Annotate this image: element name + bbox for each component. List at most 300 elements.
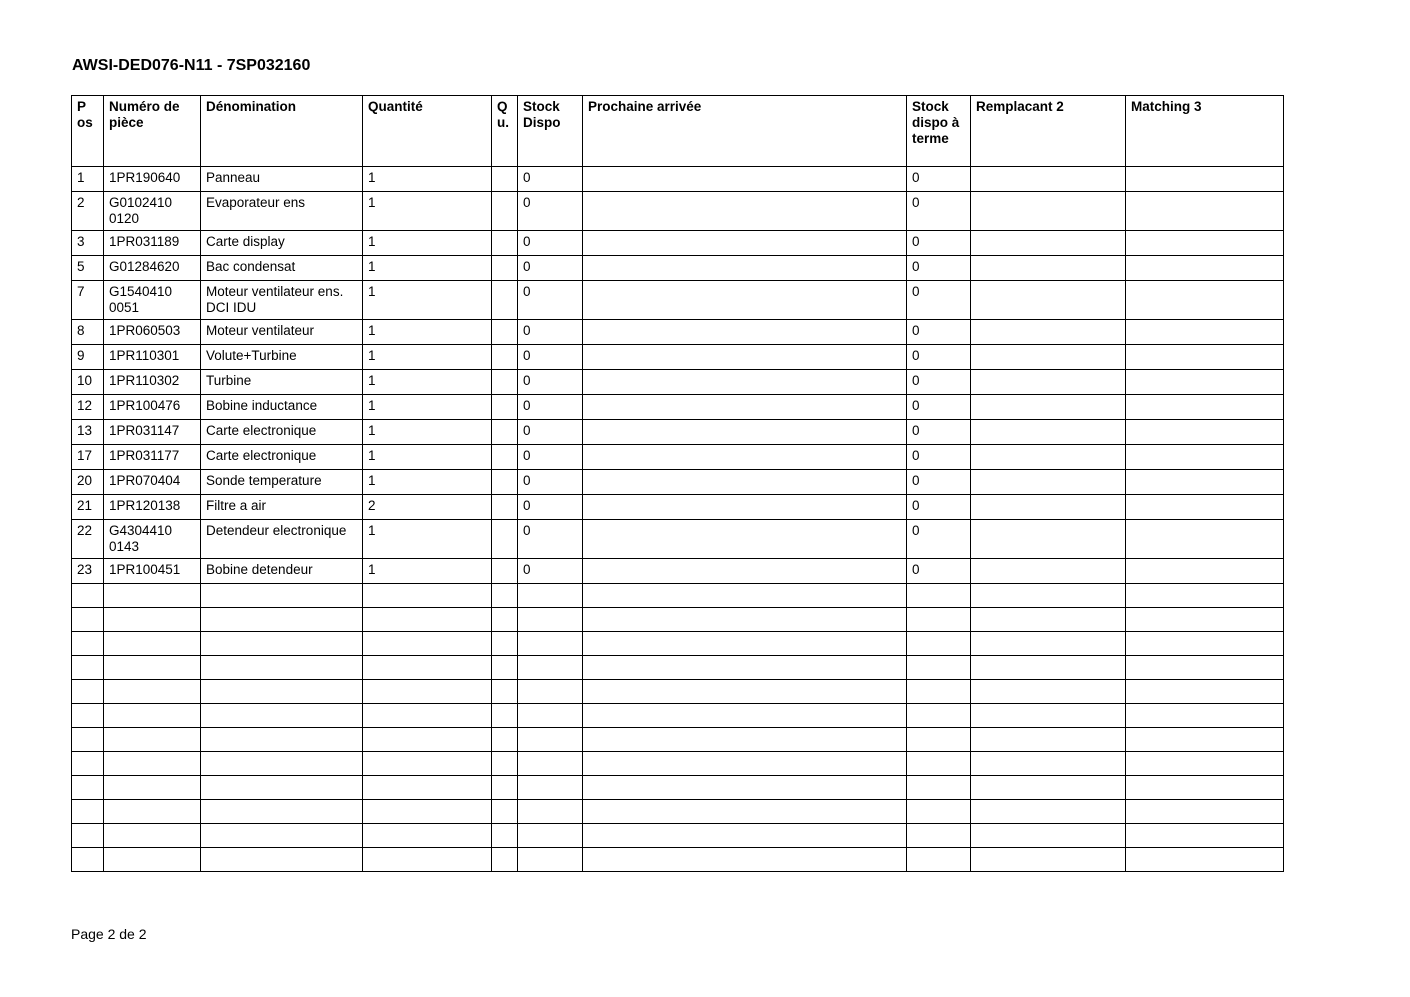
empty-cell [72,776,104,800]
empty-cell [583,824,907,848]
empty-cell [1126,728,1284,752]
empty-table-row [72,704,1284,728]
cell-quantity: 1 [363,345,492,370]
cell-denomination: Bobine detendeur [201,559,363,584]
empty-cell [583,704,907,728]
empty-cell [363,776,492,800]
empty-cell [907,776,971,800]
cell-stock-term: 0 [907,395,971,420]
empty-cell [971,824,1126,848]
empty-table-row [72,680,1284,704]
cell-matching [1126,445,1284,470]
cell-next-arrival [583,395,907,420]
cell-qu [492,470,518,495]
empty-cell [971,800,1126,824]
cell-quantity: 2 [363,495,492,520]
cell-quantity: 1 [363,192,492,231]
parts-table [71,95,1284,872]
cell-stock-term: 0 [907,345,971,370]
cell-stock-term: 0 [907,470,971,495]
cell-matching [1126,370,1284,395]
header-replacement: Remplacant 2 [971,96,1126,167]
empty-table-row [72,848,1284,872]
empty-cell [104,776,201,800]
empty-cell [363,656,492,680]
cell-replacement [971,370,1126,395]
empty-cell [72,848,104,872]
table-header-row [72,96,1284,167]
empty-cell [201,752,363,776]
cell-matching [1126,520,1284,559]
cell-part-number: G4304410 0143 [104,520,201,559]
table-row [72,281,1284,320]
table-row [72,395,1284,420]
cell-denomination: Detendeur electronique [201,520,363,559]
empty-table-row [72,776,1284,800]
cell-next-arrival [583,320,907,345]
cell-part-number: 1PR190640 [104,167,201,192]
cell-pos: 13 [72,420,104,445]
empty-table-row [72,800,1284,824]
empty-cell [201,704,363,728]
empty-cell [492,584,518,608]
empty-cell [492,800,518,824]
empty-cell [104,824,201,848]
empty-cell [907,608,971,632]
cell-quantity: 1 [363,395,492,420]
empty-cell [583,800,907,824]
empty-cell [363,632,492,656]
cell-stock-dispo: 0 [518,192,583,231]
header-denomination: Dénomination [201,96,363,167]
cell-qu [492,256,518,281]
table-row [72,420,1284,445]
empty-cell [1126,752,1284,776]
empty-cell [1126,632,1284,656]
empty-cell [971,656,1126,680]
header-quantity: Quantité [363,96,492,167]
empty-cell [201,608,363,632]
cell-qu [492,281,518,320]
empty-cell [492,656,518,680]
cell-part-number: 1PR031147 [104,420,201,445]
empty-cell [201,824,363,848]
empty-cell [907,752,971,776]
cell-stock-term: 0 [907,167,971,192]
cell-matching [1126,256,1284,281]
page-number: Page 2 de 2 [71,926,147,942]
header-next-arrival: Prochaine arrivée [583,96,907,167]
empty-cell [907,656,971,680]
cell-denomination: Moteur ventilateur ens. DCI IDU [201,281,363,320]
cell-replacement [971,345,1126,370]
cell-next-arrival [583,559,907,584]
cell-qu [492,167,518,192]
cell-pos: 20 [72,470,104,495]
empty-cell [583,776,907,800]
header-stock-term: Stock dispo à terme [907,96,971,167]
empty-cell [201,584,363,608]
empty-cell [518,728,583,752]
empty-table-row [72,656,1284,680]
cell-stock-dispo: 0 [518,520,583,559]
cell-denomination: Turbine [201,370,363,395]
empty-cell [492,848,518,872]
cell-part-number: 1PR031177 [104,445,201,470]
empty-cell [72,656,104,680]
cell-matching [1126,495,1284,520]
empty-cell [518,704,583,728]
cell-matching [1126,231,1284,256]
cell-matching [1126,470,1284,495]
header-part-number: Numéro de pièce [104,96,201,167]
empty-cell [104,848,201,872]
cell-part-number: 1PR110302 [104,370,201,395]
empty-cell [492,728,518,752]
empty-cell [492,752,518,776]
empty-cell [1126,680,1284,704]
empty-cell [583,656,907,680]
empty-table-row [72,728,1284,752]
cell-next-arrival [583,370,907,395]
empty-cell [518,800,583,824]
empty-cell [104,728,201,752]
cell-stock-dispo: 0 [518,470,583,495]
empty-cell [72,728,104,752]
cell-next-arrival [583,495,907,520]
empty-cell [971,752,1126,776]
empty-cell [104,584,201,608]
cell-stock-term: 0 [907,281,971,320]
cell-stock-dispo: 0 [518,420,583,445]
cell-stock-dispo: 0 [518,281,583,320]
cell-qu [492,345,518,370]
cell-part-number: 1PR110301 [104,345,201,370]
empty-table-row [72,752,1284,776]
empty-cell [1126,776,1284,800]
empty-cell [518,632,583,656]
empty-cell [1126,800,1284,824]
cell-stock-term: 0 [907,420,971,445]
empty-cell [104,608,201,632]
cell-stock-term: 0 [907,445,971,470]
cell-pos: 7 [72,281,104,320]
empty-cell [363,752,492,776]
cell-pos: 17 [72,445,104,470]
empty-cell [518,656,583,680]
empty-cell [363,800,492,824]
cell-next-arrival [583,192,907,231]
empty-cell [363,824,492,848]
empty-cell [907,728,971,752]
cell-replacement [971,231,1126,256]
cell-replacement [971,559,1126,584]
cell-next-arrival [583,231,907,256]
cell-qu [492,445,518,470]
cell-stock-dispo: 0 [518,395,583,420]
cell-quantity: 1 [363,559,492,584]
cell-quantity: 1 [363,320,492,345]
cell-replacement [971,192,1126,231]
empty-cell [492,704,518,728]
empty-cell [518,584,583,608]
cell-matching [1126,192,1284,231]
cell-denomination: Carte electronique [201,445,363,470]
cell-stock-dispo: 0 [518,256,583,281]
table-row [72,256,1284,281]
empty-cell [971,680,1126,704]
empty-cell [201,680,363,704]
empty-cell [971,584,1126,608]
empty-cell [72,680,104,704]
empty-cell [518,680,583,704]
cell-replacement [971,445,1126,470]
cell-quantity: 1 [363,281,492,320]
cell-pos: 9 [72,345,104,370]
cell-pos: 2 [72,192,104,231]
empty-cell [72,824,104,848]
cell-qu [492,420,518,445]
table-row [72,231,1284,256]
empty-cell [363,704,492,728]
cell-matching [1126,559,1284,584]
cell-qu [492,370,518,395]
cell-pos: 8 [72,320,104,345]
cell-quantity: 1 [363,520,492,559]
cell-next-arrival [583,281,907,320]
empty-cell [583,848,907,872]
cell-replacement [971,281,1126,320]
empty-cell [104,656,201,680]
cell-part-number: G01284620 [104,256,201,281]
table-row [72,192,1284,231]
empty-cell [363,728,492,752]
empty-cell [492,776,518,800]
cell-quantity: 1 [363,167,492,192]
cell-denomination: Evaporateur ens [201,192,363,231]
table-body [72,167,1284,872]
cell-stock-term: 0 [907,231,971,256]
cell-stock-dispo: 0 [518,370,583,395]
cell-part-number: 1PR060503 [104,320,201,345]
empty-cell [907,584,971,608]
empty-cell [583,752,907,776]
cell-part-number: 1PR120138 [104,495,201,520]
cell-replacement [971,395,1126,420]
cell-replacement [971,320,1126,345]
empty-cell [1126,848,1284,872]
cell-stock-dispo: 0 [518,345,583,370]
cell-replacement [971,420,1126,445]
header-qu: Q u. [492,96,518,167]
empty-cell [1126,656,1284,680]
empty-table-row [72,632,1284,656]
cell-quantity: 1 [363,445,492,470]
empty-cell [492,680,518,704]
empty-table-row [72,824,1284,848]
empty-cell [72,608,104,632]
header-stock-dispo: Stock Dispo [518,96,583,167]
cell-denomination: Sonde temperature [201,470,363,495]
empty-cell [907,824,971,848]
cell-stock-term: 0 [907,320,971,345]
empty-table-row [72,608,1284,632]
empty-cell [201,848,363,872]
cell-next-arrival [583,256,907,281]
cell-replacement [971,470,1126,495]
empty-cell [201,632,363,656]
cell-matching [1126,395,1284,420]
empty-cell [72,584,104,608]
empty-cell [72,704,104,728]
empty-cell [492,632,518,656]
empty-cell [971,848,1126,872]
cell-stock-dispo: 0 [518,231,583,256]
table-row [72,320,1284,345]
cell-pos: 21 [72,495,104,520]
cell-pos: 10 [72,370,104,395]
table-row [72,470,1284,495]
table-row [72,445,1284,470]
table-row [72,495,1284,520]
cell-denomination: Bac condensat [201,256,363,281]
empty-cell [1126,608,1284,632]
empty-cell [104,800,201,824]
cell-next-arrival [583,520,907,559]
empty-cell [583,584,907,608]
empty-cell [583,632,907,656]
cell-qu [492,495,518,520]
cell-stock-dispo: 0 [518,167,583,192]
cell-quantity: 1 [363,256,492,281]
empty-cell [518,776,583,800]
empty-cell [971,776,1126,800]
empty-cell [201,776,363,800]
cell-replacement [971,495,1126,520]
empty-cell [907,704,971,728]
header-matching: Matching 3 [1126,96,1284,167]
empty-cell [583,680,907,704]
empty-cell [104,680,201,704]
cell-stock-term: 0 [907,256,971,281]
empty-cell [971,608,1126,632]
document-title: AWSI-DED076-N11 - 7SP032160 [72,57,311,74]
cell-qu [492,559,518,584]
cell-stock-dispo: 0 [518,559,583,584]
empty-cell [583,608,907,632]
empty-cell [971,728,1126,752]
cell-replacement [971,520,1126,559]
empty-cell [72,632,104,656]
empty-cell [518,752,583,776]
cell-part-number: 1PR100476 [104,395,201,420]
empty-cell [907,800,971,824]
cell-qu [492,231,518,256]
cell-part-number: 1PR070404 [104,470,201,495]
cell-stock-term: 0 [907,559,971,584]
table-row [72,167,1284,192]
empty-cell [971,632,1126,656]
cell-pos: 23 [72,559,104,584]
cell-matching [1126,281,1284,320]
cell-pos: 5 [72,256,104,281]
cell-qu [492,192,518,231]
empty-cell [492,824,518,848]
empty-cell [518,824,583,848]
cell-pos: 3 [72,231,104,256]
table-row [72,345,1284,370]
cell-quantity: 1 [363,370,492,395]
table-row [72,520,1284,559]
empty-cell [518,608,583,632]
cell-matching [1126,420,1284,445]
empty-cell [971,704,1126,728]
cell-matching [1126,167,1284,192]
cell-next-arrival [583,470,907,495]
cell-quantity: 1 [363,470,492,495]
cell-denomination: Carte electronique [201,420,363,445]
header-pos: P os [72,96,104,167]
empty-cell [583,728,907,752]
cell-stock-term: 0 [907,520,971,559]
table-row [72,559,1284,584]
empty-cell [907,632,971,656]
empty-cell [1126,704,1284,728]
cell-pos: 1 [72,167,104,192]
cell-stock-term: 0 [907,495,971,520]
empty-cell [72,752,104,776]
cell-part-number: 1PR031189 [104,231,201,256]
cell-stock-dispo: 0 [518,320,583,345]
empty-table-row [72,584,1284,608]
empty-cell [363,848,492,872]
cell-stock-dispo: 0 [518,495,583,520]
empty-cell [201,656,363,680]
empty-cell [72,800,104,824]
cell-matching [1126,320,1284,345]
cell-part-number: G0102410 0120 [104,192,201,231]
cell-denomination: Volute+Turbine [201,345,363,370]
empty-cell [363,608,492,632]
cell-qu [492,395,518,420]
empty-cell [907,848,971,872]
empty-cell [363,584,492,608]
empty-cell [104,632,201,656]
cell-denomination: Carte display [201,231,363,256]
cell-next-arrival [583,345,907,370]
empty-cell [1126,824,1284,848]
empty-cell [201,728,363,752]
cell-denomination: Moteur ventilateur [201,320,363,345]
cell-stock-term: 0 [907,192,971,231]
cell-matching [1126,345,1284,370]
cell-part-number: 1PR100451 [104,559,201,584]
cell-qu [492,520,518,559]
empty-cell [363,680,492,704]
table-row [72,370,1284,395]
cell-next-arrival [583,420,907,445]
cell-pos: 22 [72,520,104,559]
empty-cell [201,800,363,824]
empty-cell [518,848,583,872]
empty-cell [104,752,201,776]
cell-pos: 12 [72,395,104,420]
cell-stock-dispo: 0 [518,445,583,470]
cell-quantity: 1 [363,420,492,445]
cell-denomination: Panneau [201,167,363,192]
empty-cell [492,608,518,632]
cell-qu [492,320,518,345]
